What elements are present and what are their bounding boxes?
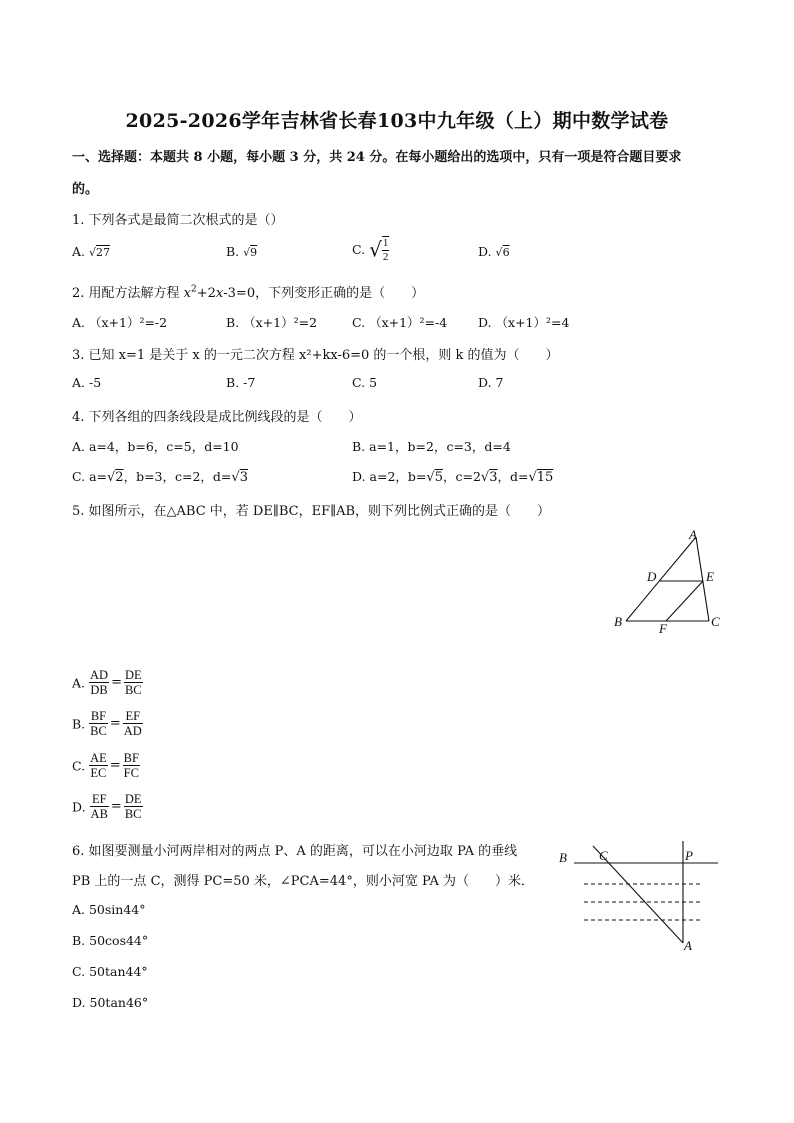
- q6-option-b: B. 50cos44°: [72, 933, 149, 948]
- q3-option-b: B. -7: [226, 375, 256, 390]
- label-f: F: [659, 621, 667, 636]
- q2-stem: 2. 用配方法解方程 $x^2+2x-3=0$，下列变形正确的是（ ）: [72, 284, 425, 301]
- q6-river-figure: [556, 836, 726, 956]
- label-b: B: [614, 614, 622, 629]
- q2-option-b: B. （x+1）²=2: [226, 315, 318, 330]
- q5-option-a: A. $\frac{AD}{DB}$ = $\frac{DE}{BC}$: [72, 668, 142, 698]
- q6-option-d: D. 50tan46°: [72, 995, 149, 1010]
- label-c: C: [599, 848, 608, 863]
- q6-stem-line1: 6. 如图要测量小河两岸相对的两点 P、A 的距离，可以在小河边取 PA 的垂线: [72, 844, 518, 859]
- q5-option-d: D. $\frac{EF}{AB}$ = $\frac{DE}{BC}$: [72, 792, 142, 822]
- q2-option-d: D. （x+1）²=4: [478, 315, 570, 330]
- q2-option-c: C. （x+1）²=-4: [352, 315, 448, 330]
- label-b: B: [559, 850, 567, 865]
- q2-option-a: A. （x+1）²=-2: [72, 315, 168, 330]
- q1-option-b: B. √9: [226, 244, 258, 259]
- q4-stem: 4. 下列各组的四条线段是成比例线段的是（ ）: [72, 410, 362, 425]
- label-a: A: [684, 938, 692, 953]
- q5-triangle-figure: [610, 525, 730, 640]
- q3-option-a: A. -5: [72, 375, 102, 390]
- q6-option-a: A. 50sin44°: [72, 902, 146, 917]
- label-a: A: [689, 527, 697, 542]
- section-header-line1: 一、选择题：本题共 8 小题，每小题 3 分，共 24 分。在每小题给出的选项中，只有一项是符合题目要求: [72, 150, 682, 165]
- section-header-line2: 的。: [72, 182, 99, 197]
- q1-option-a: A. √27: [72, 244, 111, 259]
- q1-stem: 1. 下列各式是最简二次根式的是（）: [72, 213, 284, 228]
- q4-option-b: B. a=1，b=2，c=3，d=4: [352, 439, 511, 454]
- q3-stem: 3. 已知 x=1 是关于 x 的一元二次方程 x²+kx-6=0 的一个根，则 k 的值为（ ）: [72, 348, 559, 363]
- q6-stem-line2: PB 上的一点 C，测得 PC=50 米，∠PCA=44°，则小河宽 PA 为（ ）米．: [72, 874, 535, 889]
- q1-option-d: D. √6: [478, 244, 510, 259]
- q3-option-d: D. 7: [478, 375, 504, 390]
- line-ef: [666, 581, 703, 621]
- q5-option-c: C. $\frac{AE}{EC}$ = $\frac{BF}{FC}$: [72, 751, 139, 781]
- q3-option-c: C. 5: [352, 375, 378, 390]
- q5-stem: 5. 如图所示，在△ABC 中，若 DE∥BC，EF∥AB，则下列比例式正确的是（ ）: [72, 504, 551, 519]
- q4-option-a: A. a=4，b=6，c=5，d=10: [72, 439, 239, 454]
- line-ab: [626, 537, 696, 621]
- q6-option-c: C. 50tan44°: [72, 964, 148, 979]
- q4-option-d: D. a=2，b=√5，c=2√3，d=√15: [352, 469, 554, 485]
- label-e: E: [706, 569, 714, 584]
- q5-option-b: B. $\frac{BF}{BC}$ = $\frac{EF}{AD}$: [72, 709, 142, 739]
- label-p: P: [685, 848, 693, 863]
- label-c: C: [711, 614, 720, 629]
- label-d: D: [647, 569, 657, 584]
- q4-option-c: C. a=√2，b=3，c=2，d=√3: [72, 469, 248, 485]
- q1-option-c: C. √ $\frac{1}{2}$: [352, 237, 389, 263]
- page-title: 2025-2026学年吉林省长春103中九年级（上）期中数学试卷: [125, 110, 669, 132]
